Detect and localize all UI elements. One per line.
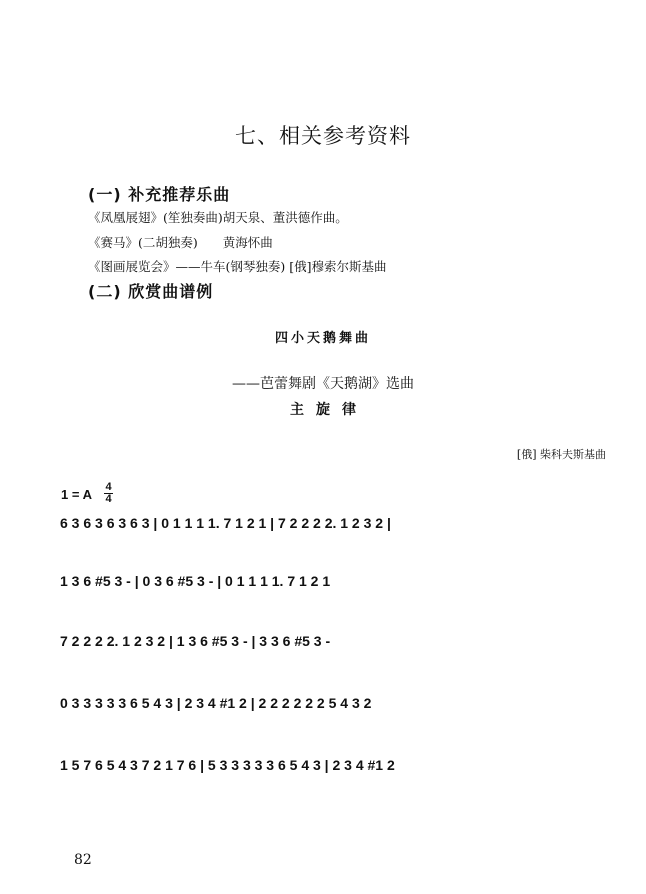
piece-title: 四小天鹅舞曲 bbox=[274, 331, 371, 346]
recommended-item: 《赛马》(二胡独奏) 黄海怀曲 bbox=[88, 235, 273, 250]
piece-subtitle: ——芭蕾舞剧《天鹅湖》选曲 bbox=[232, 376, 414, 392]
time-signature-top: 4 bbox=[105, 481, 112, 493]
score-line: 1 3 6 #5 3 - | 0 3 6 #5 3 - | 0 1 1 1 1. 7 1 2 1 bbox=[60, 573, 331, 589]
score-line: 6 3 6 3 6 3 6 3 | 0 1 1 1 1. 7 1 2 1 | 7 2 2 2 2. 1 2 3 2 | bbox=[60, 515, 391, 531]
piece-label: 主旋律 bbox=[290, 402, 368, 418]
time-signature bbox=[104, 482, 113, 505]
score-line: 0 3 3 3 3 3 6 5 4 3 | 2 3 4 #1 2 | 2 2 2 2 2 2 5 4 3 2 bbox=[60, 695, 372, 711]
time-signature-bottom: 4 bbox=[105, 493, 112, 505]
composer-credit: [俄] 柴科夫斯基曲 bbox=[516, 448, 606, 461]
section-heading-score-example: (二) 欣赏曲谱例 bbox=[88, 282, 214, 301]
page-number: 82 bbox=[74, 852, 92, 868]
section-heading-recommended: (一) 补充推荐乐曲 bbox=[88, 185, 231, 204]
recommended-item: 《图画展览会》——牛车(钢琴独奏) [俄]穆索尔斯基曲 bbox=[88, 259, 387, 274]
chapter-title: 七、相关参考资料 bbox=[235, 124, 411, 148]
recommended-item: 《凤凰展翅》(笙独奏曲)胡天泉、董洪德作曲。 bbox=[88, 210, 348, 225]
score-line: 7 2 2 2 2. 1 2 3 2 | 1 3 6 #5 3 - | 3 3 6 #5 3 - bbox=[60, 633, 331, 649]
score-line: 1 5 7 6 5 4 3 7 2 1 7 6 | 5 3 3 3 3 3 6 5 4 3 | 2 3 4 #1 2 bbox=[60, 757, 395, 773]
key-signature: 1 = A bbox=[61, 487, 92, 502]
